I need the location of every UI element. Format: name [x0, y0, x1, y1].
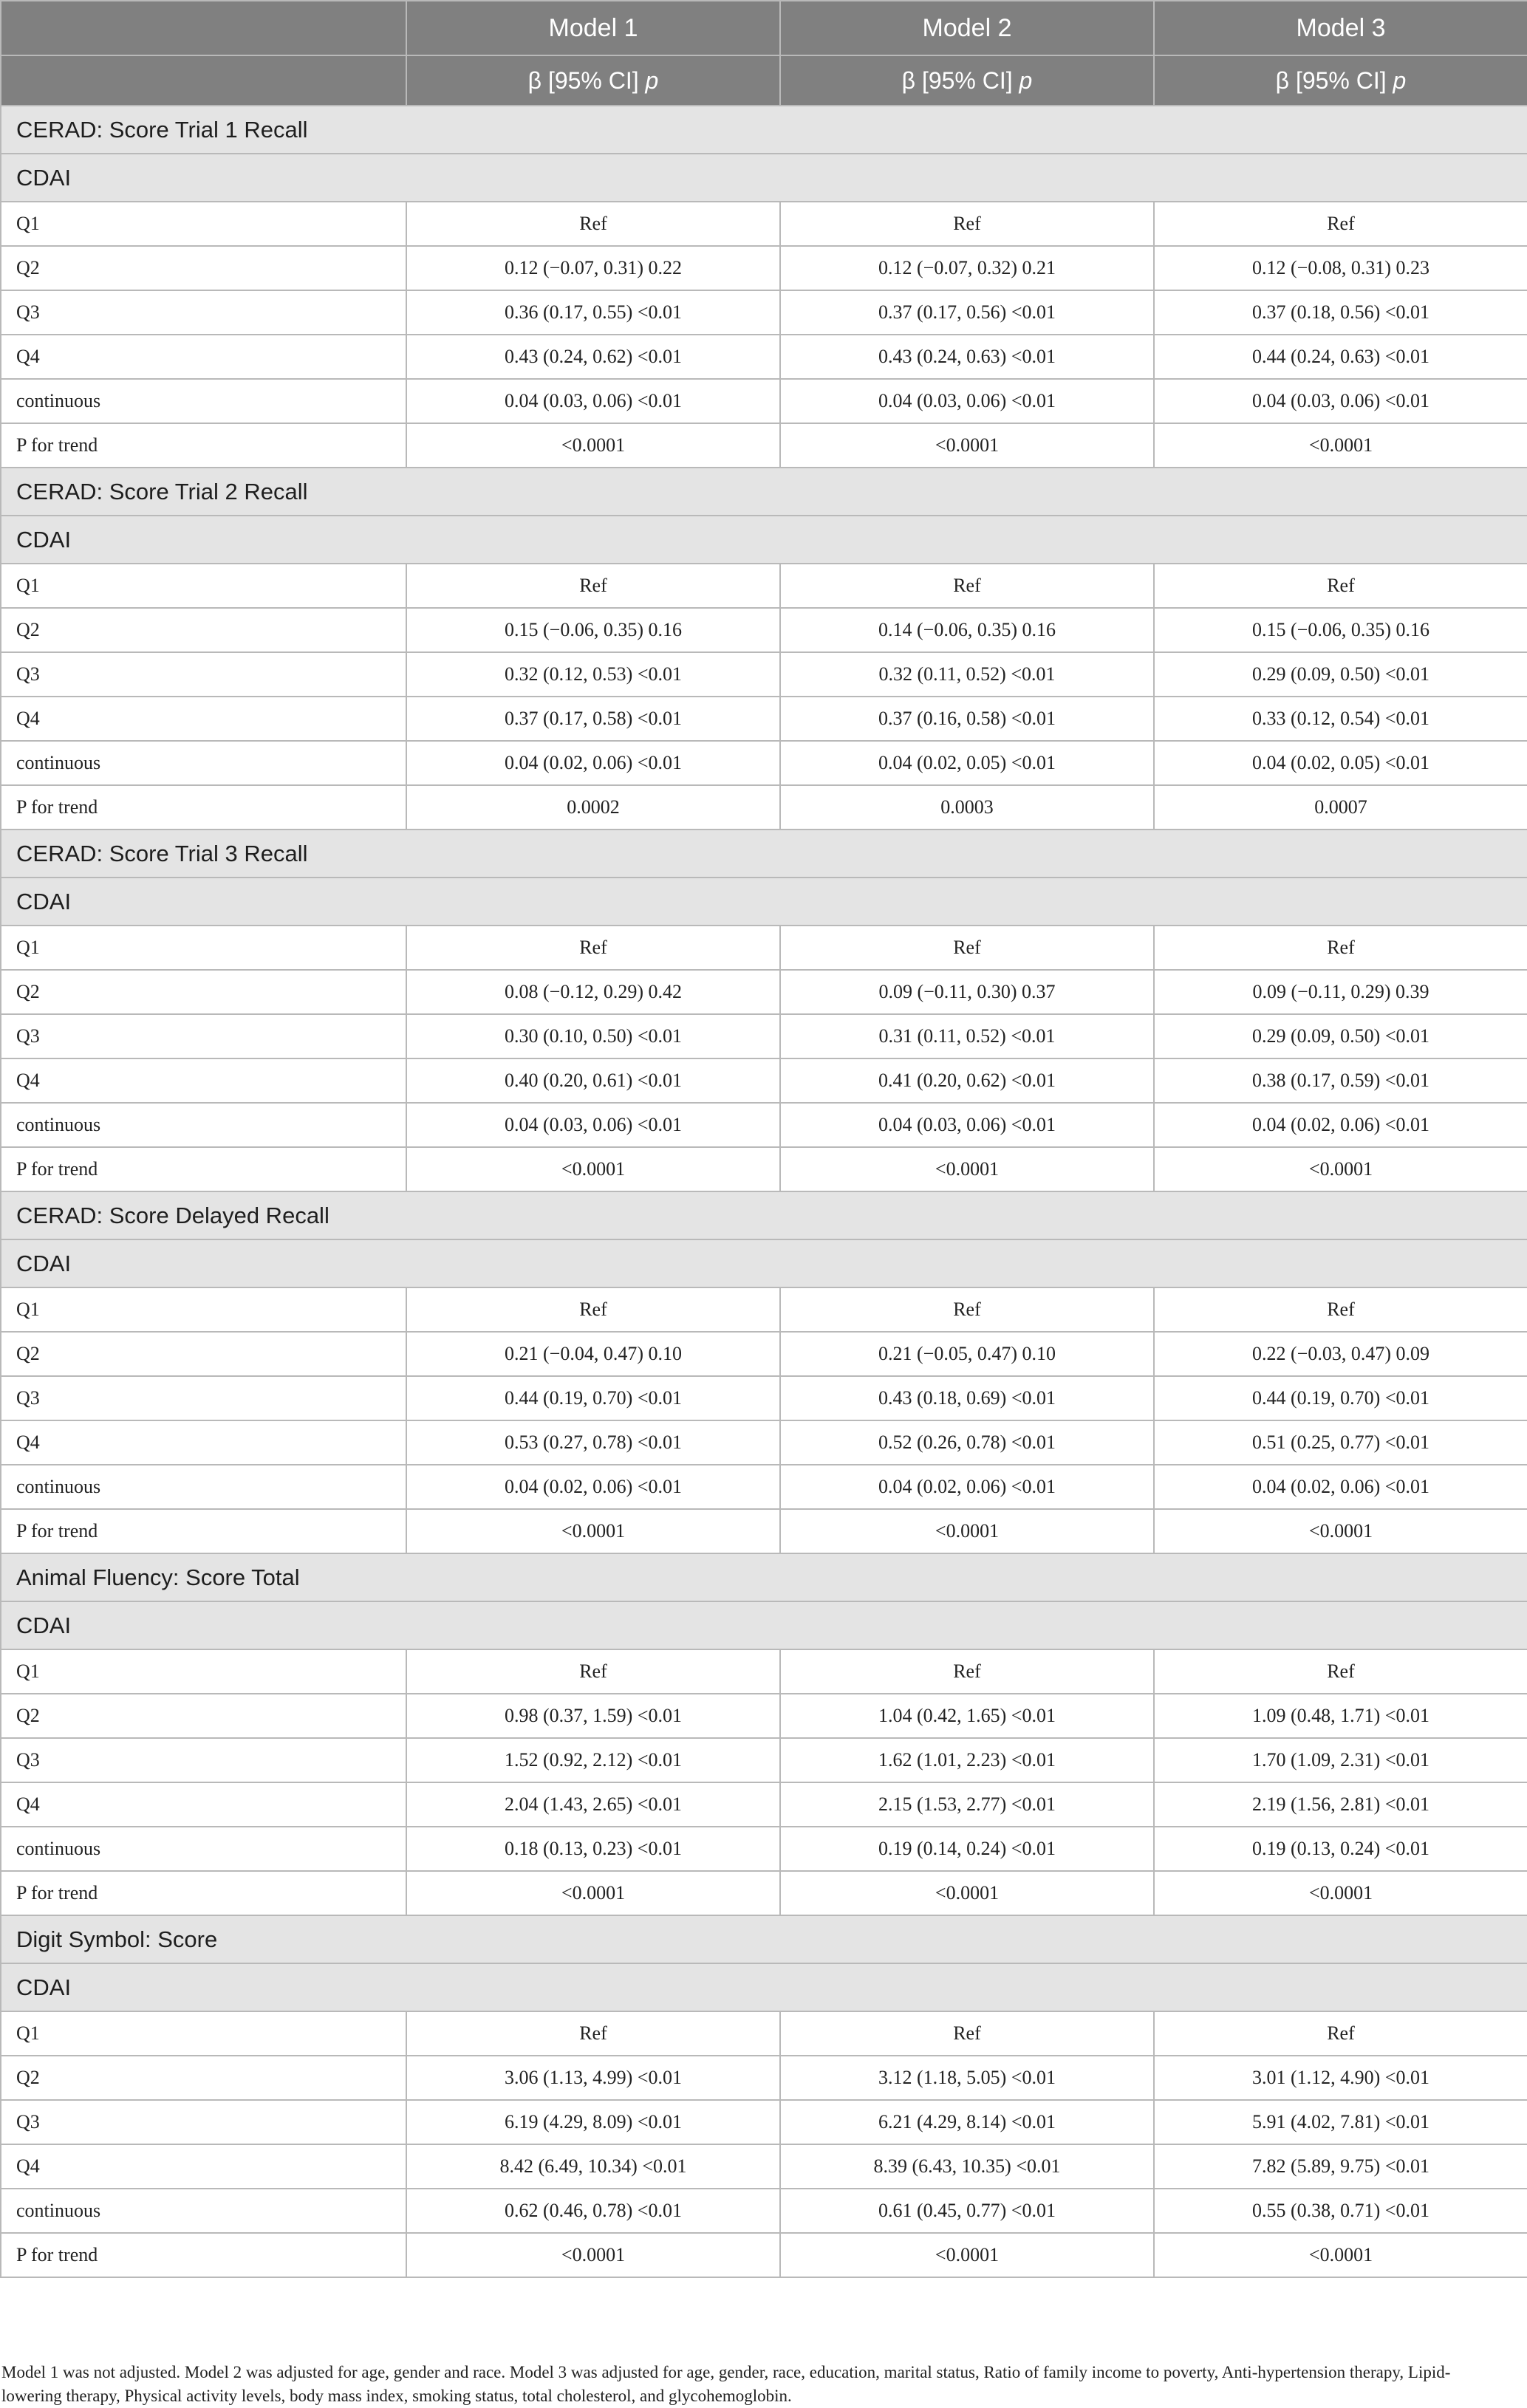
row-label: Q3	[1, 290, 406, 335]
section-header-row	[1, 1191, 1527, 1239]
model-1-value: <0.0001	[406, 1871, 780, 1915]
model-1-value: 0.37 (0.17, 0.58) <0.01	[406, 697, 780, 741]
table-row	[1, 202, 1527, 246]
table-row	[1, 564, 1527, 608]
index-header-row	[1, 1601, 1527, 1649]
row-label: continuous	[1, 1465, 406, 1509]
model-1-value: Ref	[406, 926, 780, 970]
model-2-value: 0.09 (−0.11, 0.30) 0.37	[780, 970, 1154, 1014]
stat-label: β [95% CI]	[901, 66, 1013, 94]
model-2-value: <0.0001	[780, 2233, 1154, 2277]
table-row	[1, 246, 1527, 290]
model-1-value: Ref	[406, 1649, 780, 1694]
section-title: Animal Fluency: Score Total	[1, 1553, 1527, 1601]
model-3-value: 3.01 (1.12, 4.90) <0.01	[1154, 2056, 1527, 2100]
model-1-value: 0.98 (0.37, 1.59) <0.01	[406, 1694, 780, 1738]
row-label: Q4	[1, 1420, 406, 1465]
index-header-row	[1, 1239, 1527, 1287]
table-row	[1, 1738, 1527, 1782]
model-2-value: 0.52 (0.26, 0.78) <0.01	[780, 1420, 1154, 1465]
model-2-value: 0.37 (0.17, 0.56) <0.01	[780, 290, 1154, 335]
model-1-value: 8.42 (6.49, 10.34) <0.01	[406, 2144, 780, 2189]
model-3-value: 0.04 (0.02, 0.06) <0.01	[1154, 1103, 1527, 1147]
section-title: CERAD: Score Trial 3 Recall	[1, 830, 1527, 878]
model-1-value: 0.18 (0.13, 0.23) <0.01	[406, 1827, 780, 1871]
model-2-value: 0.04 (0.03, 0.06) <0.01	[780, 379, 1154, 423]
model-3-value: 2.19 (1.56, 2.81) <0.01	[1154, 1782, 1527, 1827]
row-label: Q1	[1, 202, 406, 246]
model-2-value: 0.43 (0.18, 0.69) <0.01	[780, 1376, 1154, 1420]
model-1-value: 0.04 (0.02, 0.06) <0.01	[406, 741, 780, 785]
model-2-value: 0.12 (−0.07, 0.32) 0.21	[780, 246, 1154, 290]
section-title: CERAD: Score Trial 1 Recall	[1, 106, 1527, 154]
header-row-models	[1, 1, 1527, 55]
table-row	[1, 1376, 1527, 1420]
header-stat-model-1	[406, 55, 780, 106]
model-3-value: 0.12 (−0.08, 0.31) 0.23	[1154, 246, 1527, 290]
model-3-value: 0.29 (0.09, 0.50) <0.01	[1154, 1014, 1527, 1058]
model-2-value: Ref	[780, 1287, 1154, 1332]
model-2-value: 0.43 (0.24, 0.63) <0.01	[780, 335, 1154, 379]
row-label: continuous	[1, 1827, 406, 1871]
model-1-value: 0.36 (0.17, 0.55) <0.01	[406, 290, 780, 335]
model-2-value: Ref	[780, 202, 1154, 246]
table-row	[1, 2100, 1527, 2144]
model-3-value: 1.09 (0.48, 1.71) <0.01	[1154, 1694, 1527, 1738]
header-stat-model-3	[1154, 55, 1527, 106]
section-title: Digit Symbol: Score	[1, 1915, 1527, 1963]
model-3-value: Ref	[1154, 1649, 1527, 1694]
table-row	[1, 1287, 1527, 1332]
row-label: Q1	[1, 926, 406, 970]
model-1-value: 0.12 (−0.07, 0.31) 0.22	[406, 246, 780, 290]
model-2-value: Ref	[780, 564, 1154, 608]
model-3-value: 0.55 (0.38, 0.71) <0.01	[1154, 2189, 1527, 2233]
index-label: CDAI	[1, 516, 1527, 564]
header-model-3: Model 3	[1154, 1, 1527, 55]
model-2-value: 0.04 (0.03, 0.06) <0.01	[780, 1103, 1154, 1147]
model-2-value: Ref	[780, 1649, 1154, 1694]
model-3-value: 0.51 (0.25, 0.77) <0.01	[1154, 1420, 1527, 1465]
row-label: Q1	[1, 2011, 406, 2056]
row-label: Q1	[1, 564, 406, 608]
model-3-value: <0.0001	[1154, 1509, 1527, 1553]
model-1-value: 0.32 (0.12, 0.53) <0.01	[406, 652, 780, 697]
model-3-value: <0.0001	[1154, 1147, 1527, 1191]
row-label: Q3	[1, 1738, 406, 1782]
model-1-value: Ref	[406, 202, 780, 246]
index-label: CDAI	[1, 154, 1527, 202]
table-row	[1, 1649, 1527, 1694]
section-title: CERAD: Score Delayed Recall	[1, 1191, 1527, 1239]
model-2-value: 3.12 (1.18, 5.05) <0.01	[780, 2056, 1154, 2100]
row-label: Q4	[1, 697, 406, 741]
table-row	[1, 1782, 1527, 1827]
model-3-value: 0.44 (0.24, 0.63) <0.01	[1154, 335, 1527, 379]
model-2-value: 0.0003	[780, 785, 1154, 830]
model-3-value: 0.38 (0.17, 0.59) <0.01	[1154, 1058, 1527, 1103]
row-label: Q4	[1, 2144, 406, 2189]
table-row	[1, 1058, 1527, 1103]
row-label: P for trend	[1, 1509, 406, 1553]
row-label: Q1	[1, 1287, 406, 1332]
row-label: P for trend	[1, 785, 406, 830]
row-label: Q1	[1, 1649, 406, 1694]
index-header-row	[1, 516, 1527, 564]
model-2-value: 0.14 (−0.06, 0.35) 0.16	[780, 608, 1154, 652]
model-3-value: 5.91 (4.02, 7.81) <0.01	[1154, 2100, 1527, 2144]
model-2-value: 0.19 (0.14, 0.24) <0.01	[780, 1827, 1154, 1871]
model-1-value: 3.06 (1.13, 4.99) <0.01	[406, 2056, 780, 2100]
table-row	[1, 652, 1527, 697]
model-2-value: Ref	[780, 2011, 1154, 2056]
model-2-value: 1.62 (1.01, 2.23) <0.01	[780, 1738, 1154, 1782]
row-label: continuous	[1, 1103, 406, 1147]
stat-label: β [95% CI]	[527, 66, 639, 94]
table-row	[1, 926, 1527, 970]
model-2-value: 0.21 (−0.05, 0.47) 0.10	[780, 1332, 1154, 1376]
table-row	[1, 1509, 1527, 1553]
row-label: Q3	[1, 1376, 406, 1420]
p-label: p	[645, 66, 659, 94]
model-1-value: Ref	[406, 2011, 780, 2056]
model-1-value: <0.0001	[406, 1147, 780, 1191]
row-label: Q3	[1, 2100, 406, 2144]
model-2-value: <0.0001	[780, 1509, 1154, 1553]
model-1-value: <0.0001	[406, 2233, 780, 2277]
model-1-value: 0.43 (0.24, 0.62) <0.01	[406, 335, 780, 379]
model-3-value: 0.37 (0.18, 0.56) <0.01	[1154, 290, 1527, 335]
row-label: Q2	[1, 1332, 406, 1376]
model-3-value: Ref	[1154, 2011, 1527, 2056]
model-3-value: Ref	[1154, 1287, 1527, 1332]
model-3-value: 1.70 (1.09, 2.31) <0.01	[1154, 1738, 1527, 1782]
table-row	[1, 1465, 1527, 1509]
table-row	[1, 1827, 1527, 1871]
table-row	[1, 423, 1527, 468]
model-1-value: 2.04 (1.43, 2.65) <0.01	[406, 1782, 780, 1827]
model-1-value: 0.53 (0.27, 0.78) <0.01	[406, 1420, 780, 1465]
model-1-value: 0.04 (0.02, 0.06) <0.01	[406, 1465, 780, 1509]
row-label: Q2	[1, 2056, 406, 2100]
table-row	[1, 335, 1527, 379]
p-label: p	[1019, 66, 1033, 94]
model-2-value: <0.0001	[780, 1147, 1154, 1191]
table-footnote: Model 1 was not adjusted. Model 2 was adjusted for age, gender and race. Model 3 was adjusted for age, gender, race, education, marital status, Ratio of family income to poverty, Anti-hypertension therapy, Lipid-lowering therapy, Physical activity levels, body mass index, smoking status, total cholesterol, and glycohemoglobin.	[1, 2363, 1451, 2405]
model-1-value: <0.0001	[406, 1509, 780, 1553]
row-label: continuous	[1, 379, 406, 423]
model-1-value: <0.0001	[406, 423, 780, 468]
row-label: Q2	[1, 1694, 406, 1738]
header-stat-model-2	[780, 55, 1154, 106]
model-2-value: Ref	[780, 926, 1154, 970]
model-2-value: 0.32 (0.11, 0.52) <0.01	[780, 652, 1154, 697]
row-label: P for trend	[1, 1147, 406, 1191]
table-row	[1, 1103, 1527, 1147]
index-header-row	[1, 154, 1527, 202]
model-1-value: 0.04 (0.03, 0.06) <0.01	[406, 1103, 780, 1147]
model-3-value: 0.22 (−0.03, 0.47) 0.09	[1154, 1332, 1527, 1376]
model-1-value: Ref	[406, 1287, 780, 1332]
table-row	[1, 608, 1527, 652]
table-row	[1, 1694, 1527, 1738]
row-label: Q2	[1, 970, 406, 1014]
table-row	[1, 741, 1527, 785]
model-3-value: 7.82 (5.89, 9.75) <0.01	[1154, 2144, 1527, 2189]
model-1-value: 0.30 (0.10, 0.50) <0.01	[406, 1014, 780, 1058]
model-2-value: 6.21 (4.29, 8.14) <0.01	[780, 2100, 1154, 2144]
table-row	[1, 697, 1527, 741]
section-header-row	[1, 1915, 1527, 1963]
model-3-value: 0.04 (0.03, 0.06) <0.01	[1154, 379, 1527, 423]
model-3-value: <0.0001	[1154, 1871, 1527, 1915]
index-label: CDAI	[1, 1601, 1527, 1649]
model-1-value: 0.15 (−0.06, 0.35) 0.16	[406, 608, 780, 652]
index-header-row	[1, 878, 1527, 926]
table-row	[1, 970, 1527, 1014]
table-row	[1, 785, 1527, 830]
model-3-value: 0.33 (0.12, 0.54) <0.01	[1154, 697, 1527, 741]
table-row	[1, 1147, 1527, 1191]
model-1-value: Ref	[406, 564, 780, 608]
row-label: Q4	[1, 1058, 406, 1103]
row-label: Q2	[1, 246, 406, 290]
table-row	[1, 290, 1527, 335]
header-model-2: Model 2	[780, 1, 1154, 55]
table-row	[1, 1871, 1527, 1915]
header-model-1: Model 1	[406, 1, 780, 55]
model-2-value: <0.0001	[780, 423, 1154, 468]
table-row	[1, 379, 1527, 423]
model-1-value: 0.0002	[406, 785, 780, 830]
header-corner-2	[1, 55, 406, 106]
model-2-value: 0.04 (0.02, 0.06) <0.01	[780, 1465, 1154, 1509]
model-2-value: 0.61 (0.45, 0.77) <0.01	[780, 2189, 1154, 2233]
model-3-value: 0.09 (−0.11, 0.29) 0.39	[1154, 970, 1527, 1014]
model-2-value: 1.04 (0.42, 1.65) <0.01	[780, 1694, 1154, 1738]
table-row	[1, 2144, 1527, 2189]
row-label: continuous	[1, 741, 406, 785]
section-header-row	[1, 468, 1527, 516]
section-header-row	[1, 830, 1527, 878]
table-row	[1, 1332, 1527, 1376]
table-row	[1, 2011, 1527, 2056]
table-row	[1, 1420, 1527, 1465]
model-2-value: 0.37 (0.16, 0.58) <0.01	[780, 697, 1154, 741]
model-1-value: 0.44 (0.19, 0.70) <0.01	[406, 1376, 780, 1420]
table-row	[1, 1014, 1527, 1058]
model-1-value: 1.52 (0.92, 2.12) <0.01	[406, 1738, 780, 1782]
header-row-stats	[1, 55, 1527, 106]
row-label: Q2	[1, 608, 406, 652]
model-3-value: Ref	[1154, 926, 1527, 970]
model-3-value: <0.0001	[1154, 2233, 1527, 2277]
table-row	[1, 2056, 1527, 2100]
index-header-row	[1, 1963, 1527, 2011]
section-title: CERAD: Score Trial 2 Recall	[1, 468, 1527, 516]
model-1-value: 6.19 (4.29, 8.09) <0.01	[406, 2100, 780, 2144]
model-3-value: 0.29 (0.09, 0.50) <0.01	[1154, 652, 1527, 697]
model-3-value: <0.0001	[1154, 423, 1527, 468]
row-label: Q4	[1, 1782, 406, 1827]
model-1-value: 0.21 (−0.04, 0.47) 0.10	[406, 1332, 780, 1376]
model-2-value: 2.15 (1.53, 2.77) <0.01	[780, 1782, 1154, 1827]
index-label: CDAI	[1, 878, 1527, 926]
model-1-value: 0.62 (0.46, 0.78) <0.01	[406, 2189, 780, 2233]
model-2-value: 0.04 (0.02, 0.05) <0.01	[780, 741, 1154, 785]
p-label: p	[1393, 66, 1407, 94]
table-row	[1, 2189, 1527, 2233]
row-label: P for trend	[1, 1871, 406, 1915]
model-3-value: 0.0007	[1154, 785, 1527, 830]
model-2-value: 8.39 (6.43, 10.35) <0.01	[780, 2144, 1154, 2189]
model-1-value: 0.40 (0.20, 0.61) <0.01	[406, 1058, 780, 1103]
stat-label: β [95% CI]	[1275, 66, 1387, 94]
model-1-value: 0.04 (0.03, 0.06) <0.01	[406, 379, 780, 423]
model-3-value: 0.44 (0.19, 0.70) <0.01	[1154, 1376, 1527, 1420]
model-2-value: 0.41 (0.20, 0.62) <0.01	[780, 1058, 1154, 1103]
model-3-value: 0.15 (−0.06, 0.35) 0.16	[1154, 608, 1527, 652]
section-header-row	[1, 1553, 1527, 1601]
row-label: Q3	[1, 1014, 406, 1058]
table-row	[1, 2233, 1527, 2277]
header-corner	[1, 1, 406, 55]
model-3-value: Ref	[1154, 202, 1527, 246]
row-label: P for trend	[1, 423, 406, 468]
model-3-value: 0.04 (0.02, 0.05) <0.01	[1154, 741, 1527, 785]
row-label: Q3	[1, 652, 406, 697]
index-label: CDAI	[1, 1963, 1527, 2011]
model-2-value: <0.0001	[780, 1871, 1154, 1915]
model-3-value: 0.19 (0.13, 0.24) <0.01	[1154, 1827, 1527, 1871]
index-label: CDAI	[1, 1239, 1527, 1287]
model-3-value: Ref	[1154, 564, 1527, 608]
row-label: P for trend	[1, 2233, 406, 2277]
section-header-row	[1, 106, 1527, 154]
table-body	[1, 106, 1527, 2277]
row-label: Q4	[1, 335, 406, 379]
model-1-value: 0.08 (−0.12, 0.29) 0.42	[406, 970, 780, 1014]
row-label: continuous	[1, 2189, 406, 2233]
model-2-value: 0.31 (0.11, 0.52) <0.01	[780, 1014, 1154, 1058]
model-3-value: 0.04 (0.02, 0.06) <0.01	[1154, 1465, 1527, 1509]
